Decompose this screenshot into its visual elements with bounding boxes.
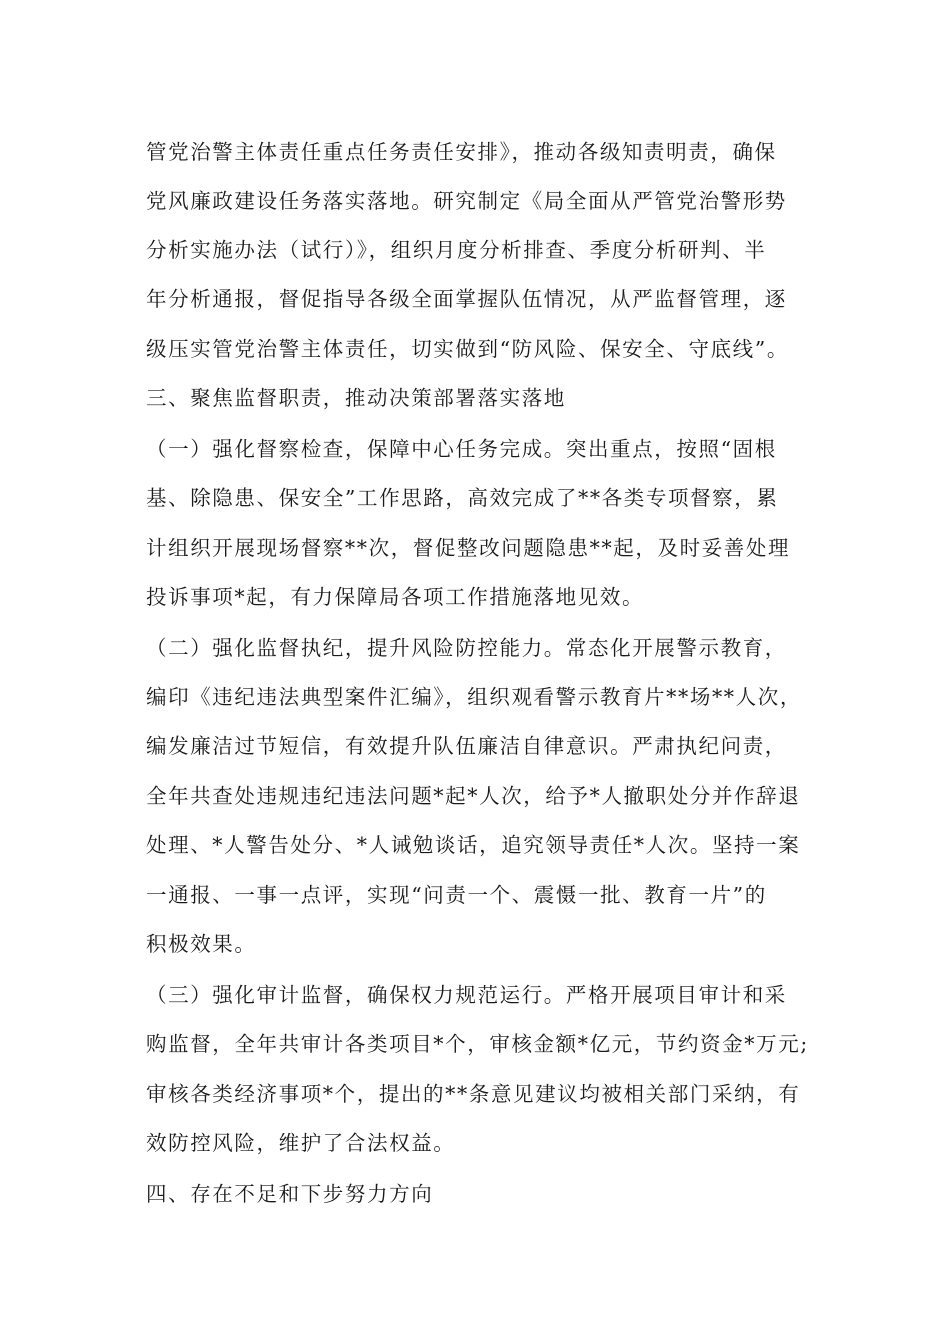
text-line: 年分析通报，督促指导各级全面掌握队伍情况，从严监督管理，逐: [146, 287, 787, 311]
text-line: 一通报、一事一点评，实现“问责一个、震慑一批、教育一片”的: [146, 883, 767, 907]
text-line: 处理、*人警告处分、*人诫勉谈话，追究领导责任*人次。坚持一案: [146, 833, 801, 857]
text-line: 积极效果。: [146, 932, 257, 956]
text-line: 投诉事项*起，有力保障局各项工作措施落地见效。: [146, 585, 645, 609]
text-line: 审核各类经济事项*个，提出的**条意见建议均被相关部门采纳，有: [146, 1082, 801, 1106]
text-line: 购监督，全年共审计各类项目*个，审核金额*亿元，节约资金*万元;: [146, 1032, 809, 1056]
text-line: 效防控风险，维护了合法权益。: [146, 1131, 456, 1155]
text-line: 管党治警主体责任重点任务责任安排》，推动各级知责明责，确保: [146, 140, 777, 164]
text-line: （三）强化审计监督，确保权力规范运行。严格开展项目审计和采: [146, 983, 787, 1007]
text-line: 编发廉洁过节短信，有效提升队伍廉洁自律意识。严肃执纪问责，: [146, 734, 787, 758]
section-heading: 三、聚焦监督职责，推动决策部署落实落地: [146, 386, 566, 410]
text-line: 计组织开展现场督察**次，督促整改问题隐患**起，及时妥善处理: [146, 536, 791, 560]
text-line: 编印《违纪违法典型案件汇编》，组织观看警示教育片**场**人次，: [146, 685, 802, 709]
text-line: （二）强化监督执纪，提升风险防控能力。常态化开展警示教育，: [146, 636, 787, 660]
text-line: 党风廉政建设任务落实落地。研究制定《局全面从严管党治警形势: [146, 189, 787, 213]
text-line: （一）强化督察检查，保障中心任务完成。突出重点，按照“固根: [146, 437, 777, 461]
text-line: 基、除隐患、保安全”工作思路，高效完成了**各类专项督察，累: [146, 486, 779, 510]
section-heading: 四、存在不足和下步努力方向: [146, 1182, 434, 1206]
text-line: 级压实管党治警主体责任，切实做到“防风险、保安全、守底线”。: [146, 337, 789, 361]
text-line: 全年共查处违规违纪违法问题*起*人次，给予*人撤职处分并作辞退: [146, 784, 801, 808]
text-line: 分析实施办法（试行）》，组织月度分析排查、季度分析研判、半: [146, 238, 767, 262]
